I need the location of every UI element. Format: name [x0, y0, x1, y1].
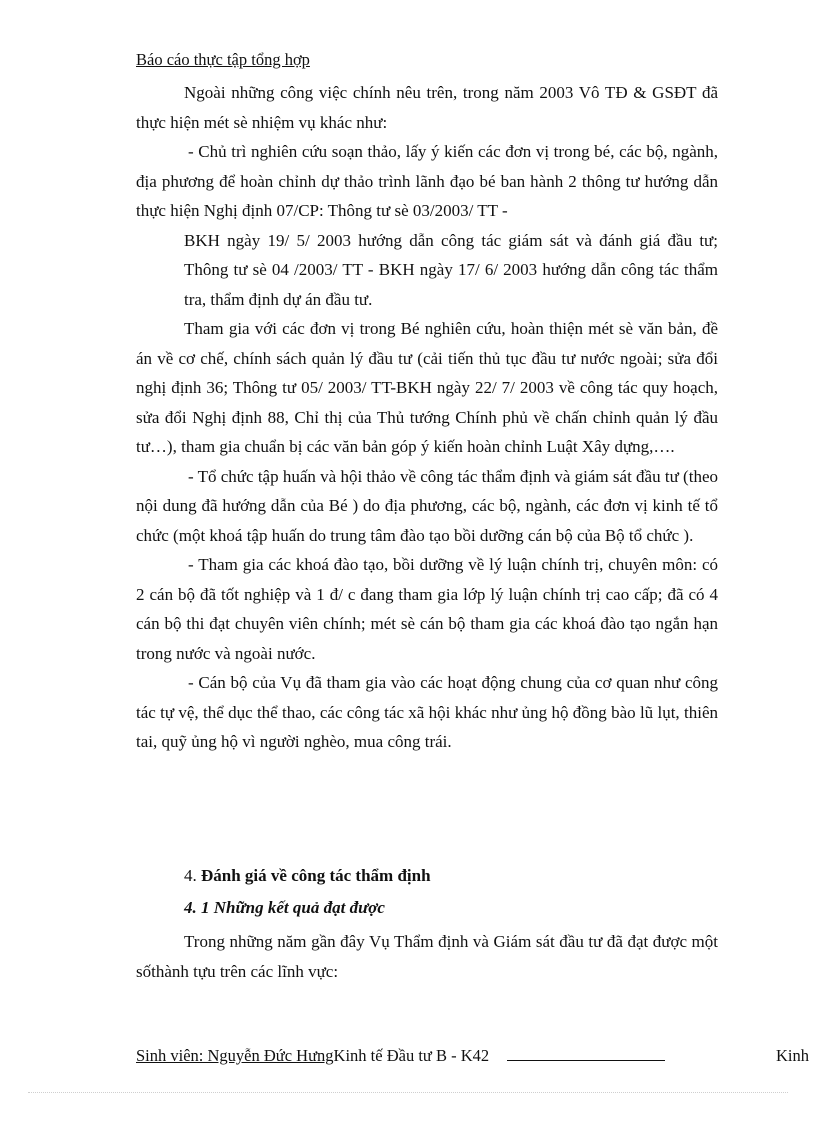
paragraph-policy-research: Tham gia với các đơn vị trong Bé nghiên cứu, hoàn thiện mét sè văn bản, đề án về cơ chế, chính sách quản lý đầu tư (cải tiến thủ tục đầu tư nước ngoài; sửa đổi nghị định 36; Thông tư 05/ 2003/ TT-BKH ngày 22/ 7/ 2003 về công tác quy hoạch, sửa đổi Nghị định 88, Chỉ thị của Thủ tướng Chính phủ về chấn chỉnh quản lý đầu tư…), tham gia chuẩn bị các văn bản góp ý kiến hoàn chỉnh Luật Xây dựng,….: [136, 319, 718, 456]
body-text-upper: [136, 78, 718, 757]
paragraph-circular-details: BKH ngày 19/ 5/ 2003 hướng dẫn công tác giám sát và đánh giá đầu tư; Thông tư sè 04 /2003/ TT - BKH ngày 17/ 6/ 2003 hướng dẫn công tác thẩm tra, thẩm định dự án đầu tư.: [184, 230, 718, 309]
section-number: 4.: [184, 866, 197, 885]
footer-right-text: Kinh: [776, 1046, 809, 1065]
footer-class: Kinh tế Đầu tư B - K42: [333, 1046, 490, 1065]
paragraph-political-courses: - Tham gia các khoá đào tạo, bồi dưỡng về lý luận chính trị, chuyên môn: có 2 cán bộ đã tốt nghiệp và 1 đ/ c đang tham gia lớp lý luận chính trị cao cấp; đã có 4 cán bộ thi đạt chuyên viên chính; mét sè cán bộ tham gia các khoá đào tạo ngắn hạn trong nước và ngoài nước.: [136, 555, 718, 663]
paragraph-training-workshops: - Tổ chức tập huấn và hội thảo về công tác thẩm định và giám sát đầu tư (theo nội dung đã hướng dẫn của Bé ) do địa phương, các bộ, ngành, các đơn vị kinh tế tổ chức (một khoá tập huấn do trung tâm đào tạo bồi dưỡng cán bộ của Bộ tổ chức ).: [136, 466, 718, 545]
page-footer: [136, 1046, 665, 1066]
body-text-lower: [136, 927, 718, 986]
footer-rule: [507, 1046, 665, 1061]
paragraph-achievements: Trong những năm gần đây Vụ Thẩm định và Giám sát đầu tư đã đạt được một sốthành tựu trên các lĩnh vực:: [136, 932, 718, 981]
subsection-heading: 4. 1 Những kết quả đạt được: [184, 898, 385, 917]
page-bottom-divider: [28, 1092, 788, 1093]
paragraph-intro: Ngoài những công việc chính nêu trên, trong năm 2003 Vô TĐ & GSĐT đã thực hiện mét sè nhiệm vụ khác như:: [136, 83, 718, 132]
section-title: Đánh giá về công tác thẩm định: [201, 866, 431, 885]
footer-student: Sinh viên: Nguyễn Đức Hưng: [136, 1046, 334, 1065]
paragraph-general-activities: - Cán bộ của Vụ đã tham gia vào các hoạt động chung của cơ quan như công tác tự vệ, thể dục thể thao, các công tác xã hội khác như ủng hộ đồng bào lũ lụt, thiên tai, quỹ ủng hộ vì người nghèo, mua công trái.: [136, 673, 718, 751]
page-header: Báo cáo thực tập tổng hợp: [136, 50, 310, 69]
paragraph-draft-circulars: - Chủ trì nghiên cứu soạn thảo, lấy ý kiến các đơn vị trong bé, các bộ, ngành, địa phương để hoàn chỉnh dự thảo trình lãnh đạo bé ban hành 2 thông tư hướng dẫn thực hiện Nghị định 07/CP: Thông tư sè 03/2003/ TT -: [136, 142, 718, 220]
section-heading: [184, 866, 431, 886]
